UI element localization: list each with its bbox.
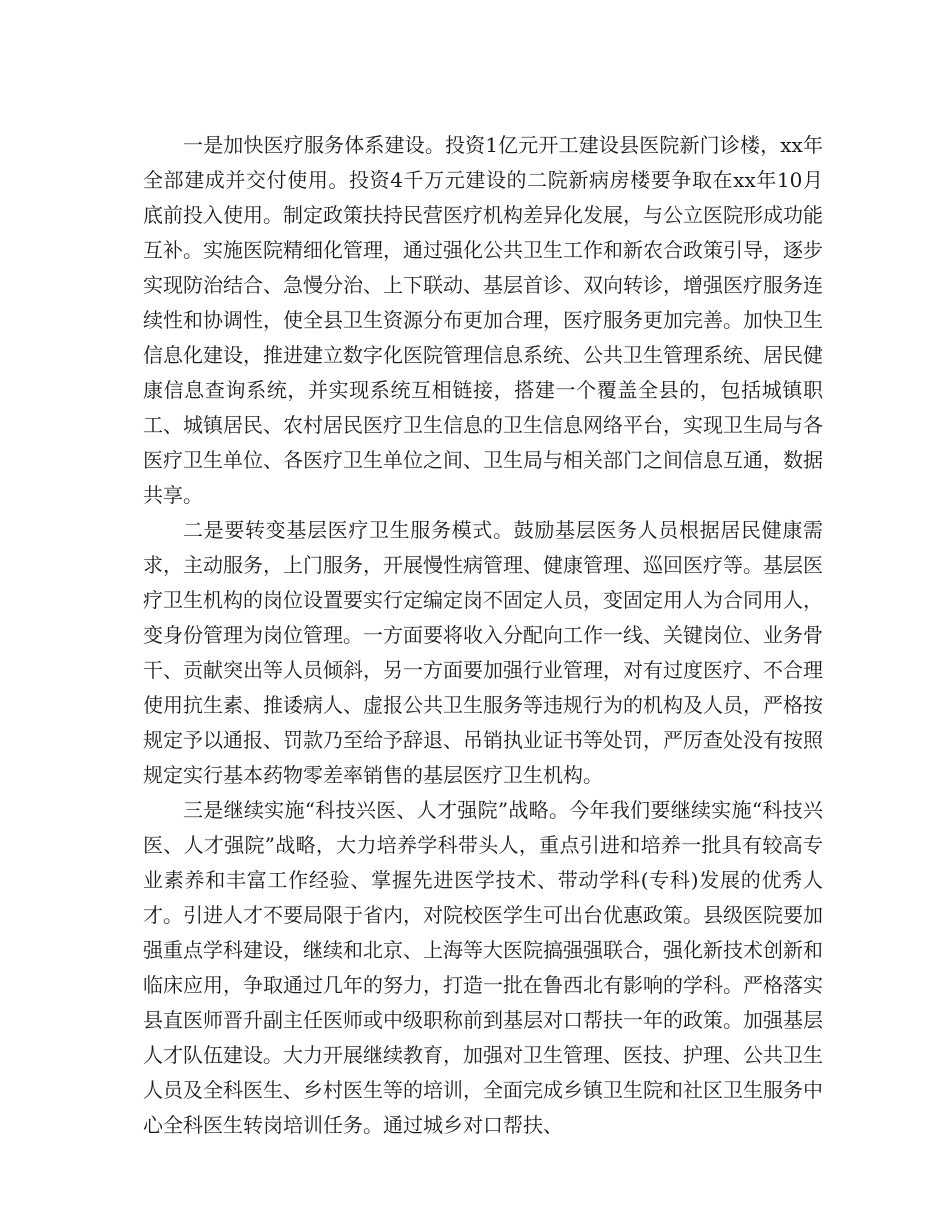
document-body — [143, 128, 823, 1143]
paragraph-medical-system: 一是加快医疗服务体系建设。投资1亿元开工建设县医院新门诊楼，xx年全部建成并交付使用。投资4千万元建设的二院新病房楼要争取在xx年10月底前投入使用。制定政策扶持民营医疗机构差异化发展，与公立医院形成功能互补。实施医院精细化管理，通过强化公共卫生工作和新农合政策引导，逐步实现防治结合、急慢分治、上下联动、基层首诊、双向转诊，增强医疗服务连续性和协调性，使全县卫生资源分布更加合理，医疗服务更加完善。加快卫生信息化建设，推进建立数字化医院管理信息系统、公共卫生管理系统、居民健康信息查询系统，并实现系统互相链接，搭建一个覆盖全县的，包括城镇职工、城镇居民、农村居民医疗卫生信息的卫生信息网络平台，实现卫生局与各医疗卫生单位、各医疗卫生单位之间、卫生局与相关部门之间信息互通，数据共享。 — [143, 133, 823, 507]
paragraph-talent-strategy: 三是继续实施“科技兴医、人才强院”战略。今年我们要继续实施“科技兴医、人才强院”战略，大力培养学科带头人，重点引进和培养一批具有较高专业素养和丰富工作经验、掌握先进医学技术、带动学科(专科)发展的优秀人才。引进人才不要局限于省内，对院校医学生可出台优惠政策。县级医院要加强重点学科建设，继续和北京、上海等大医院搞强强联合，强化新技术创新和临床应用，争取通过几年的努力，打造一批在鲁西北有影响的学科。严格落实县直医师晋升副主任医师或中级职称前到基层对口帮扶一年的政策。加强基层人才队伍建设。大力开展继续教育，加强对卫生管理、医技、护理、公共卫生人员及全科医生、乡村医生等的培训，全面完成乡镇卫生院和社区卫生服务中心全科医生转岗培训任务。通过城乡对口帮扶、 — [143, 798, 823, 1137]
paragraph-grassroots-service: 二是要转变基层医疗卫生服务模式。鼓励基层医务人员根据居民健康需求，主动服务，上门服务，开展慢性病管理、健康管理、巡回医疗等。基层医疗卫生机构的岗位设置要实行定编定岗不固定人员，变固定用人为合同用人，变身份管理为岗位管理。一方面要将收入分配向工作一线、关键岗位、业务骨干、贡献突出等人员倾斜，另一方面要加强行业管理，对有过度医疗、不合理使用抗生素、推诿病人、虚报公共卫生服务等违规行为的机构及人员，严格按规定予以通报、罚款乃至给予辞退、吊销执业证书等处罚，严厉查处没有按照规定实行基本药物零差率销售的基层医疗卫生机构。 — [143, 518, 823, 787]
